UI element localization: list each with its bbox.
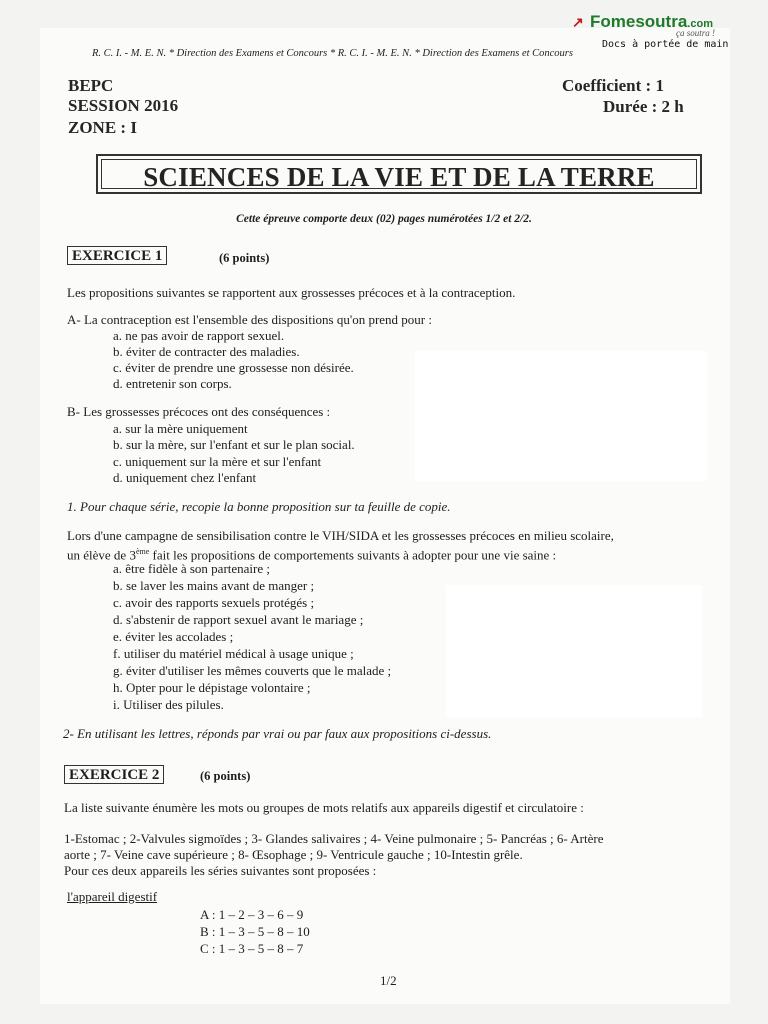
redacted-block	[446, 585, 702, 717]
section-a-stem: A- La contraception est l'ensemble des dispositions qu'on prend pour :	[67, 312, 432, 327]
question-2: 2- En utilisant les lettres, réponds par vrai ou par faux aux propositions ci-dessus.	[63, 726, 492, 741]
exercice-2-points: (6 points)	[200, 769, 251, 783]
behaviour-item: a. être fidèle à son partenaire ;	[113, 561, 270, 576]
context-line-2: un élève de 3ème fait les propositions de comportements suivants à adopter pour une vie saine :	[67, 547, 557, 563]
section-a-option: c. éviter de prendre une grossesse non désirée.	[113, 360, 354, 375]
series-item: A : 1 – 2 – 3 – 6 – 9	[200, 907, 304, 922]
ministry-banner: R. C. I. - M. E. N. * Direction des Examens et Concours * R. C. I. - M. E. N. * Direction des Examens et Concours	[92, 48, 573, 59]
question-1: 1. Pour chaque série, recopie la bonne proposition sur ta feuille de copie.	[67, 499, 451, 514]
exercice-1-points: (6 points)	[219, 251, 270, 265]
exam-session: SESSION 2016	[68, 96, 179, 115]
page-number: 1/2	[380, 973, 397, 988]
section-b-stem: B- Les grossesses précoces ont des conséquences :	[67, 404, 331, 419]
logo-tagline: Docs à portée de main	[602, 39, 729, 50]
behaviour-item: g. éviter d'utiliser les mêmes couverts que le malade ;	[113, 663, 392, 678]
section-a-option: d. entretenir son corps.	[113, 376, 232, 391]
subject-title-box	[96, 154, 702, 194]
exercice-2-intro: La liste suivante énumère les mots ou groupes de mots relatifs aux appareils digestif et circulatoire :	[64, 800, 584, 815]
grade-superscript: ème	[135, 547, 150, 556]
fomesoutra-logo[interactable]	[572, 8, 762, 54]
behaviour-item: h. Opter pour le dépistage volontaire ;	[113, 680, 311, 695]
section-a-option: b. éviter de contracter des maladies.	[113, 344, 300, 359]
behaviour-item: e. éviter les accolades ;	[113, 629, 234, 644]
logo-slogan: ça soutra !	[676, 28, 715, 38]
behaviour-item: b. se laver les mains avant de manger ;	[113, 578, 315, 593]
exam-coefficient: Coefficient : 1	[562, 76, 664, 95]
section-b-option: b. sur la mère, sur l'enfant et sur le plan social.	[113, 437, 355, 452]
section-a-option: a. ne pas avoir de rapport sexuel.	[113, 328, 285, 343]
logo-swoosh-icon: ↗	[572, 14, 584, 30]
section-b-option: d. uniquement chez l'enfant	[113, 470, 257, 485]
section-b-option: c. uniquement sur la mère et sur l'enfant	[113, 454, 322, 469]
organ-list-line-2: aorte ; 7- Veine cave supérieure ; 8- Œsophage ; 9- Ventricule gauche ; 10-Intestin grêle.	[64, 847, 523, 862]
exercice-1-label: EXERCICE 1	[67, 246, 167, 265]
exam-zone: ZONE : I	[68, 118, 137, 137]
logo-name: Fomesoutra	[590, 12, 688, 31]
digestive-heading: l'appareil digestif	[67, 889, 158, 904]
behaviour-item: c. avoir des rapports sexuels protégés ;	[113, 595, 315, 610]
series-intro: Pour ces deux appareils les séries suivantes sont proposées :	[64, 863, 377, 878]
logo-domain: .com	[687, 18, 713, 30]
series-item: B : 1 – 3 – 5 – 8 – 10	[200, 924, 310, 939]
subject-title: SCIENCES DE LA VIE ET DE LA TERRE	[143, 162, 655, 192]
redacted-block	[415, 351, 707, 481]
context-line-1: Lors d'une campagne de sensibilisation contre le VIH/SIDA et les grossesses précoces en milieu scolaire,	[67, 528, 614, 543]
section-b-option: a. sur la mère uniquement	[113, 421, 248, 436]
exercice-2-label: EXERCICE 2	[64, 765, 164, 784]
series-item: C : 1 – 3 – 5 – 8 – 7	[200, 941, 304, 956]
behaviour-item: i. Utiliser des pilules.	[113, 697, 224, 712]
organ-list-line-1: 1-Estomac ; 2-Valvules sigmoïdes ; 3- Glandes salivaires ; 4- Veine pulmonaire ; 5- Pancréas ; 6- Artère	[64, 831, 604, 846]
exercice-1-intro: Les propositions suivantes se rapportent aux grossesses précoces et à la contraception.	[67, 285, 516, 300]
exam-duration: Durée : 2 h	[603, 97, 684, 116]
behaviour-item: d. s'abstenir de rapport sexuel avant le mariage ;	[113, 612, 364, 627]
exam-name: BEPC	[68, 76, 114, 95]
behaviour-item: f. utiliser du matériel médical à usage unique ;	[113, 646, 354, 661]
page-count-note: Cette épreuve comporte deux (02) pages numérotées 1/2 et 2/2.	[236, 213, 532, 225]
